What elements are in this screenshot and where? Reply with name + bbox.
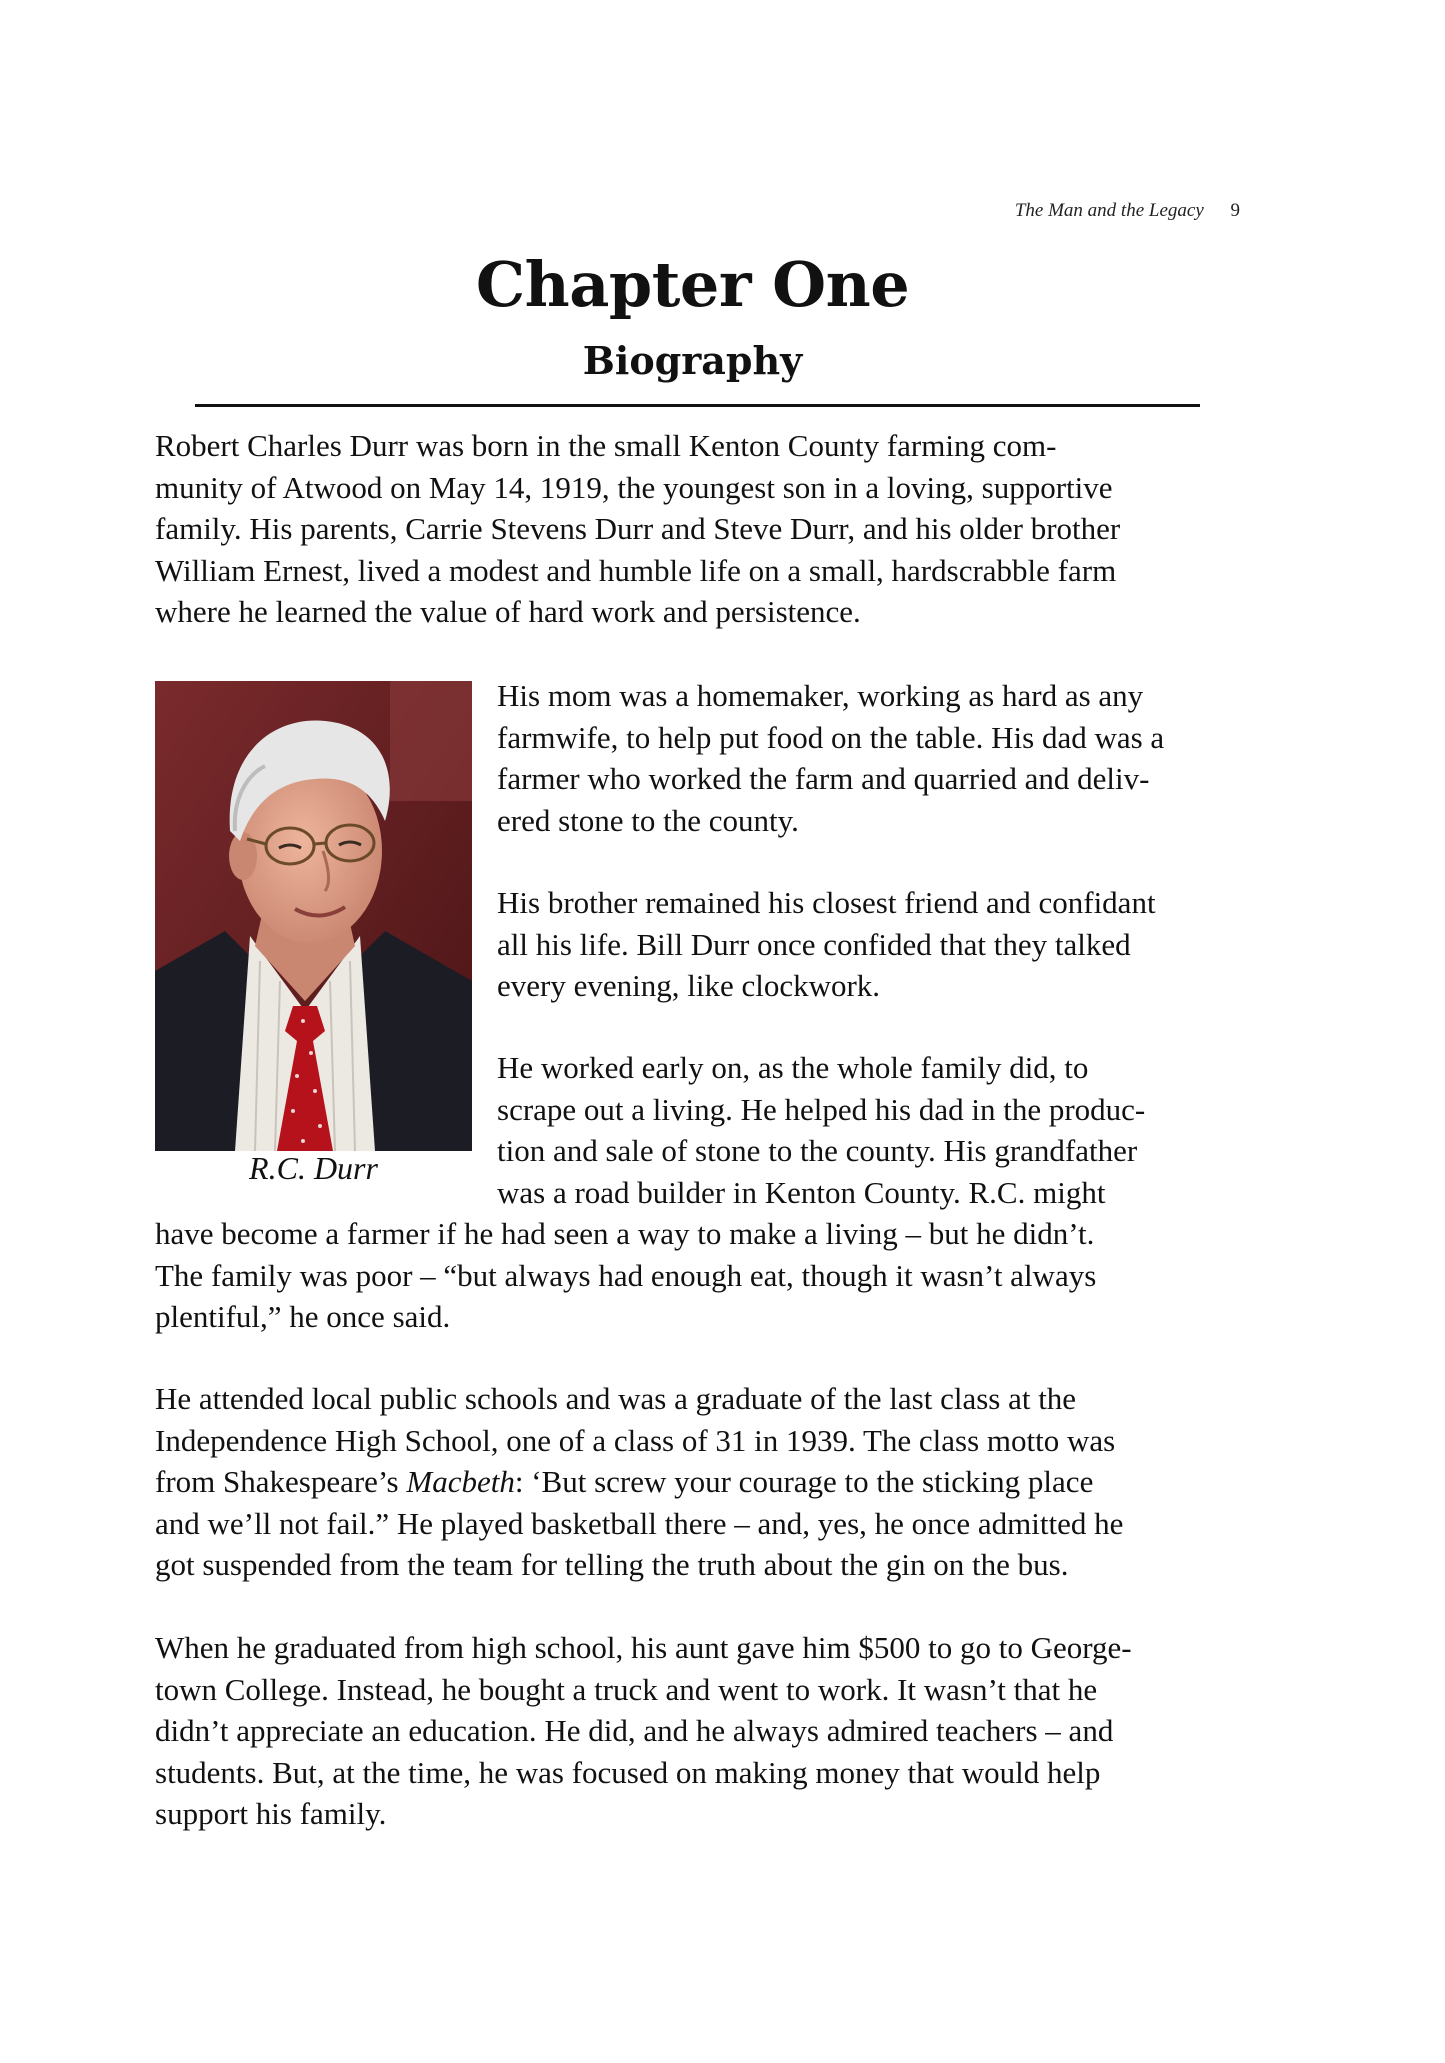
- text-segment: : ‘But screw your courage to the sticking place: [514, 1464, 1094, 1499]
- text-line: He worked early on, as the whole family did, to: [497, 1050, 1089, 1085]
- text-line: where he learned the value of hard work and persistence.: [155, 594, 861, 629]
- text-line: farmwife, to help put food on the table. His dad was a: [497, 719, 1165, 755]
- text-line: farmer who worked the farm and quarried and deliv-: [497, 761, 1150, 796]
- text-line: didn’t appreciate an education. He did, and he always admired teachers – and: [155, 1713, 1114, 1748]
- text-line: When he graduated from high school, his aunt gave him $500 to go to George-: [155, 1630, 1132, 1665]
- paragraph-4-full-width: [155, 1213, 1096, 1338]
- running-title: The Man and the Legacy: [1014, 200, 1204, 221]
- text-line: every evening, like clockwork.: [497, 968, 881, 1003]
- text-line: town College. Instead, he bought a truck and went to work. It wasn’t that he: [155, 1671, 1098, 1707]
- paragraph-4-beside-photo: [497, 1047, 1145, 1213]
- photo-caption: R.C. Durr: [249, 1150, 378, 1186]
- chapter-subtitle: Biography: [582, 338, 803, 383]
- title-rule: [195, 404, 1200, 407]
- text-line: family. His parents, Carrie Stevens Durr and Steve Durr, and his older brother: [155, 511, 1121, 546]
- paragraph-3: [497, 882, 1156, 1007]
- text-line: support his family.: [155, 1796, 387, 1831]
- text-line: and we’ll not fail.” He played basketball there – and, yes, he once admitted he: [155, 1505, 1124, 1541]
- portrait-photo: [155, 681, 472, 1151]
- paragraph-2: [497, 675, 1164, 841]
- text-line: Robert Charles Durr was born in the small Kenton County farming com-: [155, 428, 1057, 463]
- paragraph-5: [155, 1378, 1123, 1586]
- text-line: His mom was a homemaker, working as hard as any: [497, 678, 1144, 713]
- text-line: Independence High School, one of a class of 31 in 1939. The class motto was: [155, 1422, 1116, 1458]
- text-line: munity of Atwood on May 14, 1919, the youngest son in a loving, supportive: [155, 469, 1113, 505]
- paragraph-1: [155, 425, 1120, 633]
- text-line: scrape out a living. He helped his dad in the produc-: [497, 1091, 1146, 1127]
- text-line: The family was poor – “but always had enough eat, though it wasn’t always: [155, 1257, 1097, 1293]
- book-title-italic: Macbeth: [406, 1464, 515, 1499]
- text-segment: from Shakespeare’s: [155, 1464, 407, 1499]
- text-line: tion and sale of stone to the county. His grandfather: [497, 1133, 1138, 1168]
- text-line: all his life. Bill Durr once confided that they talked: [497, 926, 1131, 962]
- text-line: [155, 1461, 1123, 1503]
- text-line: students. But, at the time, he was focused on making money that would help: [155, 1754, 1101, 1790]
- text-line: His brother remained his closest friend and confidant: [497, 885, 1156, 920]
- text-line: ered stone to the county.: [497, 802, 799, 838]
- text-line: was a road builder in Kenton County. R.C. might: [497, 1174, 1106, 1210]
- text-line: plentiful,” he once said.: [155, 1299, 451, 1334]
- chapter-title: Chapter One: [475, 248, 910, 321]
- paragraph-6: [155, 1627, 1132, 1835]
- running-header: [1015, 200, 1240, 222]
- page-number: 9: [1230, 200, 1240, 221]
- text-line: have become a farmer if he had seen a way to make a living – but he didn’t.: [155, 1216, 1095, 1251]
- text-line: He attended local public schools and was a graduate of the last class at the: [155, 1381, 1077, 1416]
- text-line: William Ernest, lived a modest and humble life on a small, hardscrabble farm: [155, 552, 1117, 588]
- text-line: got suspended from the team for telling the truth about the gin on the bus.: [155, 1547, 1069, 1582]
- portrait-illustration: [155, 681, 472, 1151]
